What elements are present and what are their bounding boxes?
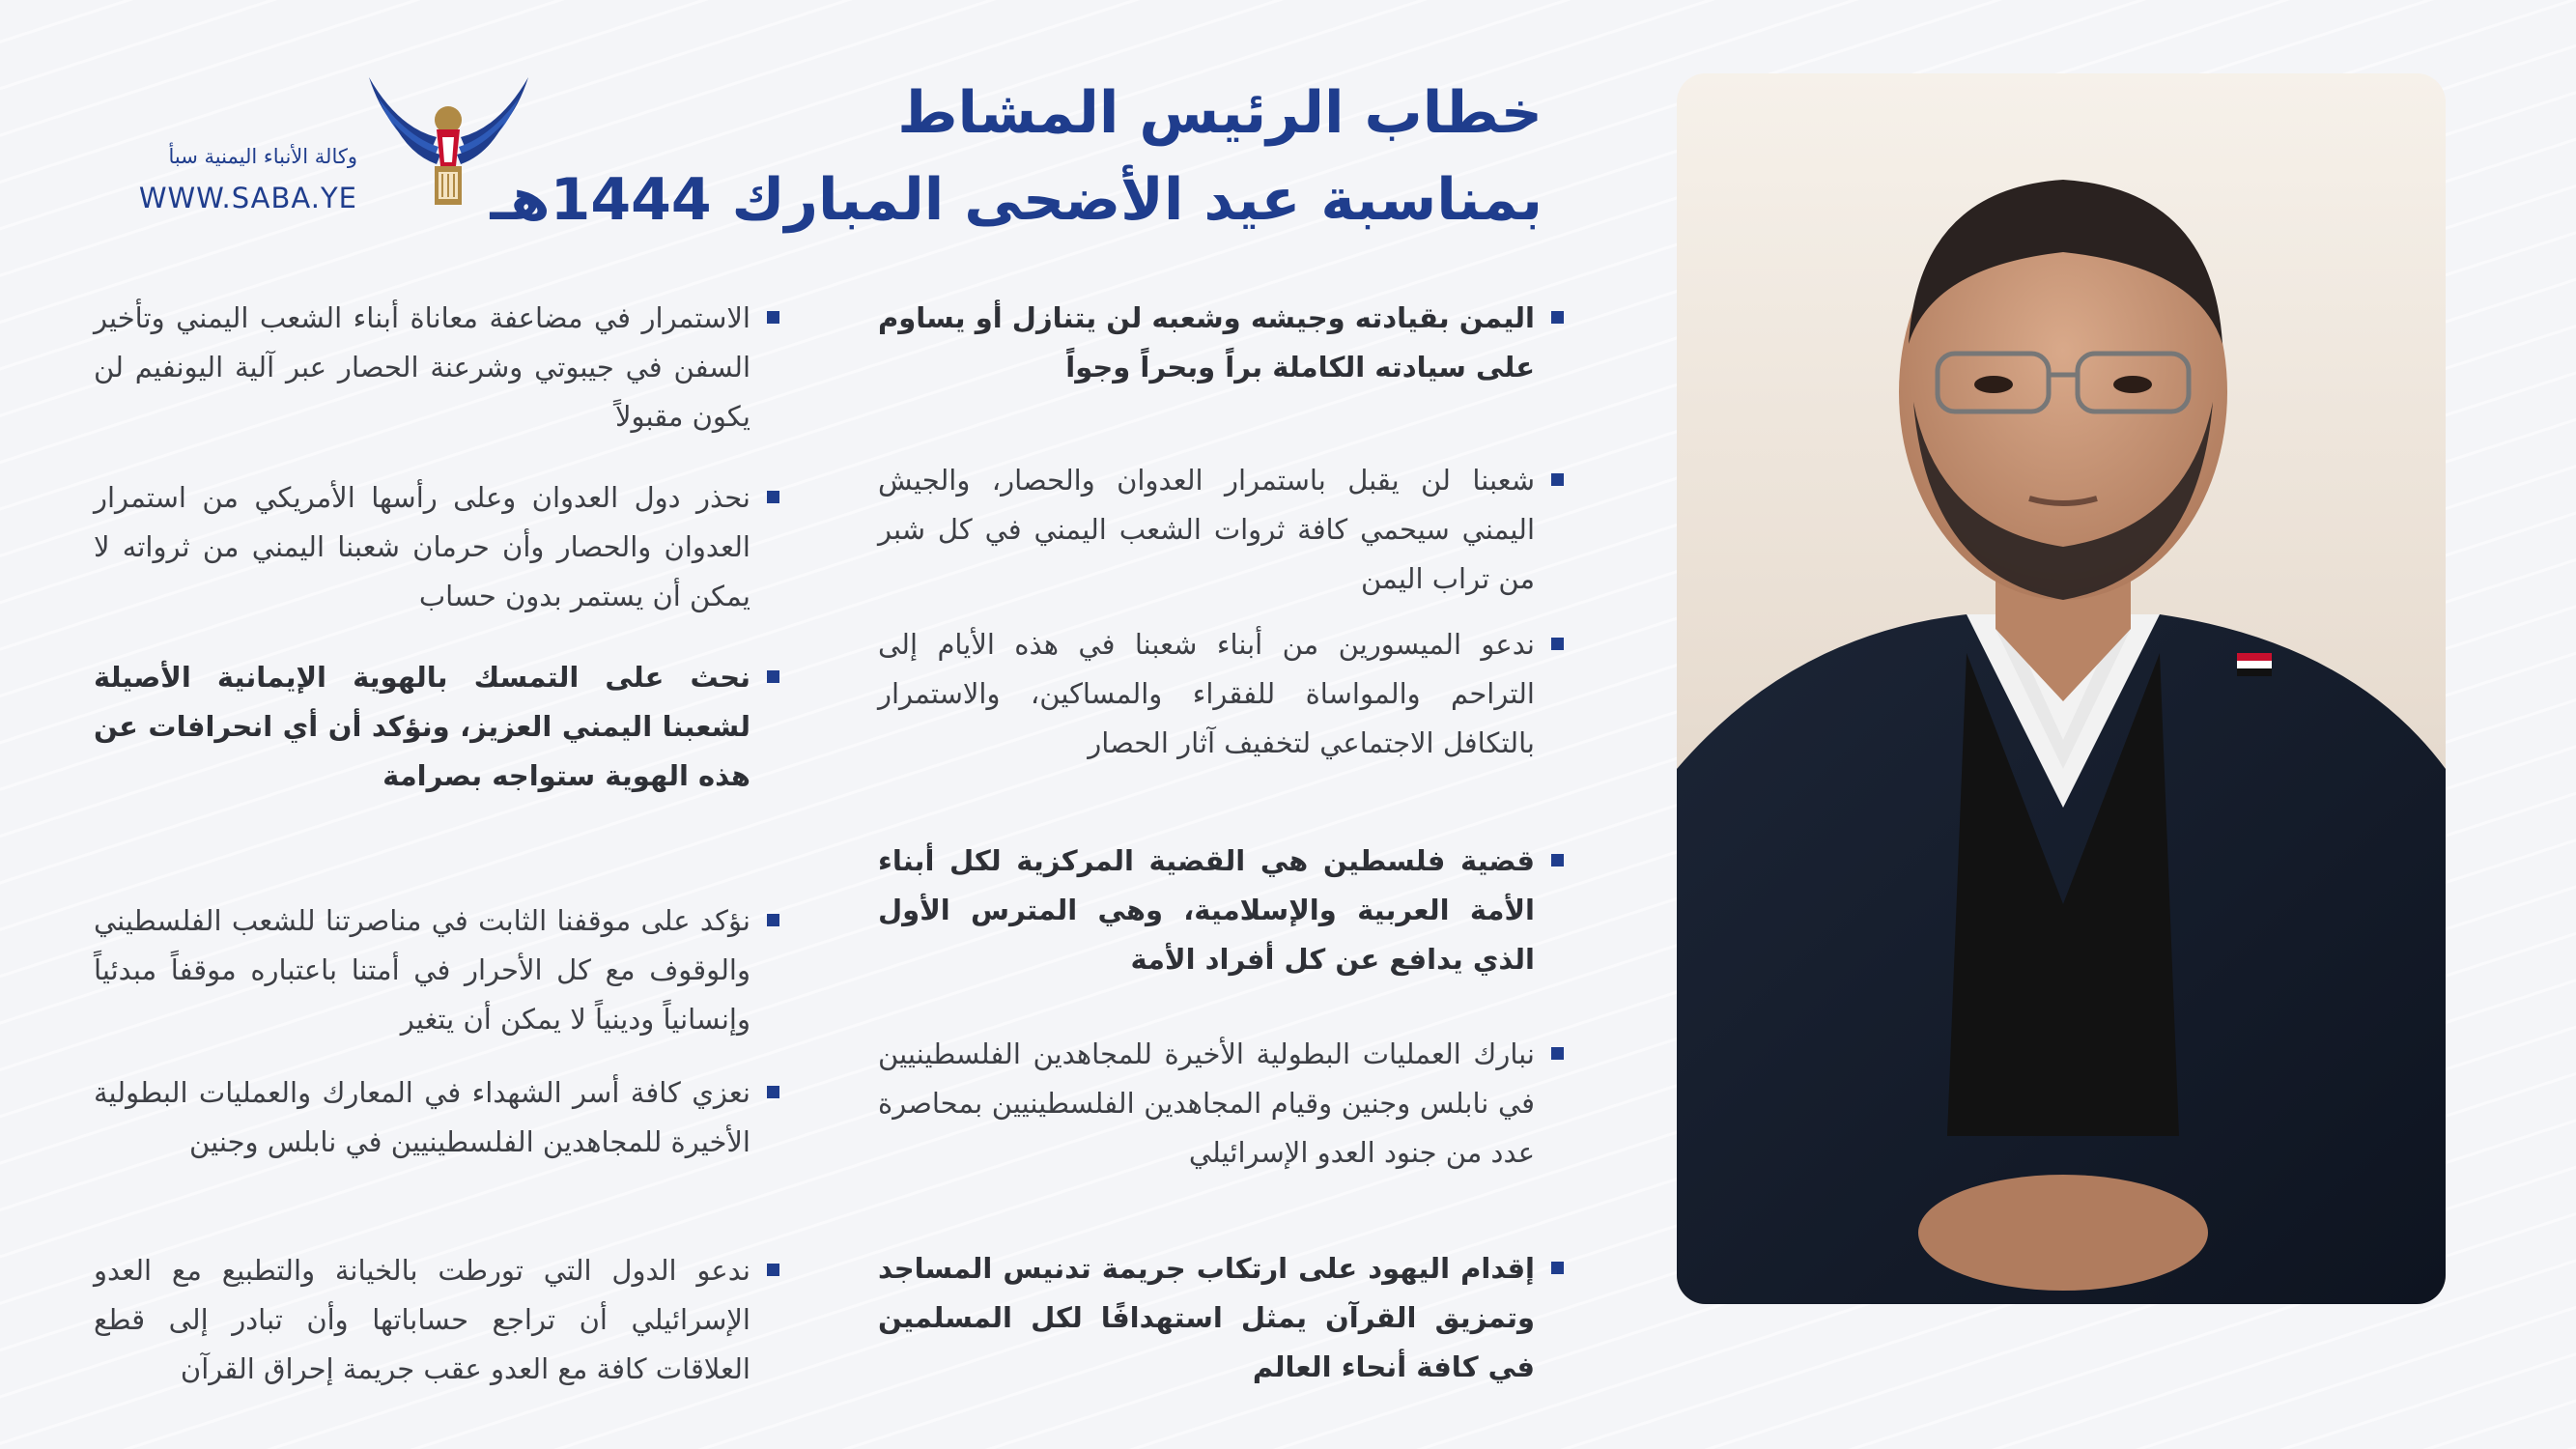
list-item-text: نؤكد على موقفنا الثابت في مناصرتنا للشعب الفلسطيني والوقوف مع كل الأحرار في أمتنا باعتباره موقفاً مبدئياً وإنسانياً ودينياً لا يمكن أن يتغير [94, 904, 750, 1036]
agency-name: وكالة الأنباء اليمنية سبأ [168, 145, 357, 168]
bullet-icon [1551, 473, 1564, 486]
list-item-text: نحث على التمسك بالهوية الإيمانية الأصيلة لشعبنا اليمني العزيز، ونؤكد أن أي انحرافات عن هذه الهوية ستواجه بصرامة [94, 661, 750, 792]
list-item [94, 294, 750, 441]
flag-pin-icon [2237, 653, 2272, 676]
list-item [94, 473, 750, 621]
bullet-icon [767, 311, 779, 324]
bullet-icon [1551, 1047, 1564, 1060]
list-item-text: نعزي كافة أسر الشهداء في المعارك والعمليات البطولية الأخيرة للمجاهدين الفلسطينيين في نابلس وجنين [94, 1076, 750, 1158]
list-item-text: نبارك العمليات البطولية الأخيرة للمجاهدين الفلسطينيين في نابلس وجنين وقيام المجاهدين الفلسطينيين بمحاصرة عدد من جنود العدو الإسرائيلي [878, 1037, 1535, 1169]
saba-eagle-icon [359, 70, 538, 214]
list-item-text: نحذر دول العدوان وعلى رأسها الأمريكي من استمرار العدوان والحصار وأن حرمان شعبنا اليمني من ثرواته لا يمكن أن يستمر بدون حساب [94, 481, 750, 612]
list-item [94, 1068, 750, 1167]
list-item-text: شعبنا لن يقبل باستمرار العدوان والحصار، والجيش اليمني سيحمي كافة ثروات الشعب اليمني في كل شبر من تراب اليمن [878, 464, 1535, 595]
list-item [878, 837, 1535, 984]
list-item-text: اليمن بقيادته وجيشه وشعبه لن يتنازل أو يساوم على سيادته الكاملة براً وبحراً وجواً [878, 301, 1535, 384]
bullet-icon [767, 1086, 779, 1098]
agency-website: WWW.SABA.YE [138, 182, 357, 214]
list-item [878, 456, 1535, 604]
bullet-icon [1551, 1262, 1564, 1274]
saba-logo [359, 70, 538, 214]
bullet-icon [767, 491, 779, 503]
bullet-icon [767, 914, 779, 926]
list-item-text: الاستمرار في مضاعفة معاناة أبناء الشعب اليمني وتأخير السفن في جيبوتي وشرعنة الحصار عبر آلية اليونفيم لن يكون مقبولاً [94, 301, 750, 433]
bullet-icon [1551, 638, 1564, 650]
list-item-text: ندعو الميسورين من أبناء شعبنا في هذه الأيام إلى التراحم والمواساة للفقراء والمساكين، والاستمرار بالتكافل الاجتماعي لتخفيف آثار الحصار [878, 628, 1535, 759]
title-line-1: خطاب الرئيس المشاط [897, 79, 1543, 147]
bullet-icon [1551, 854, 1564, 867]
list-item [94, 1246, 750, 1394]
title-line-2: بمناسبة عيد الأضحى المبارك 1444هـ [490, 166, 1543, 234]
list-item-text: إقدام اليهود على ارتكاب جريمة تدنيس المساجد وتمزيق القرآن يمثل استهدافًا لكل المسلمين في كافة أنحاء العالم [878, 1252, 1535, 1383]
list-item [878, 1244, 1535, 1392]
list-item-text: قضية فلسطين هي القضية المركزية لكل أبناء الأمة العربية والإسلامية، وهي المترس الأول الذي يدافع عن كل أفراد الأمة [878, 844, 1535, 976]
bullet-icon [1551, 311, 1564, 324]
page-title [490, 70, 1543, 243]
portrait-photo [1677, 73, 2446, 1304]
portrait-illustration [1677, 73, 2446, 1304]
list-item [878, 1030, 1535, 1178]
bullet-icon [767, 670, 779, 683]
list-item [94, 896, 750, 1044]
list-item [878, 620, 1535, 768]
bullet-icon [767, 1264, 779, 1276]
list-item [94, 653, 750, 801]
list-item-text: ندعو الدول التي تورطت بالخيانة والتطبيع مع العدو الإسرائيلي أن تراجع حساباتها وأن تبادر إلى قطع العلاقات كافة مع العدو عقب جريمة إحراق القرآن [94, 1254, 750, 1385]
list-item [878, 294, 1535, 392]
